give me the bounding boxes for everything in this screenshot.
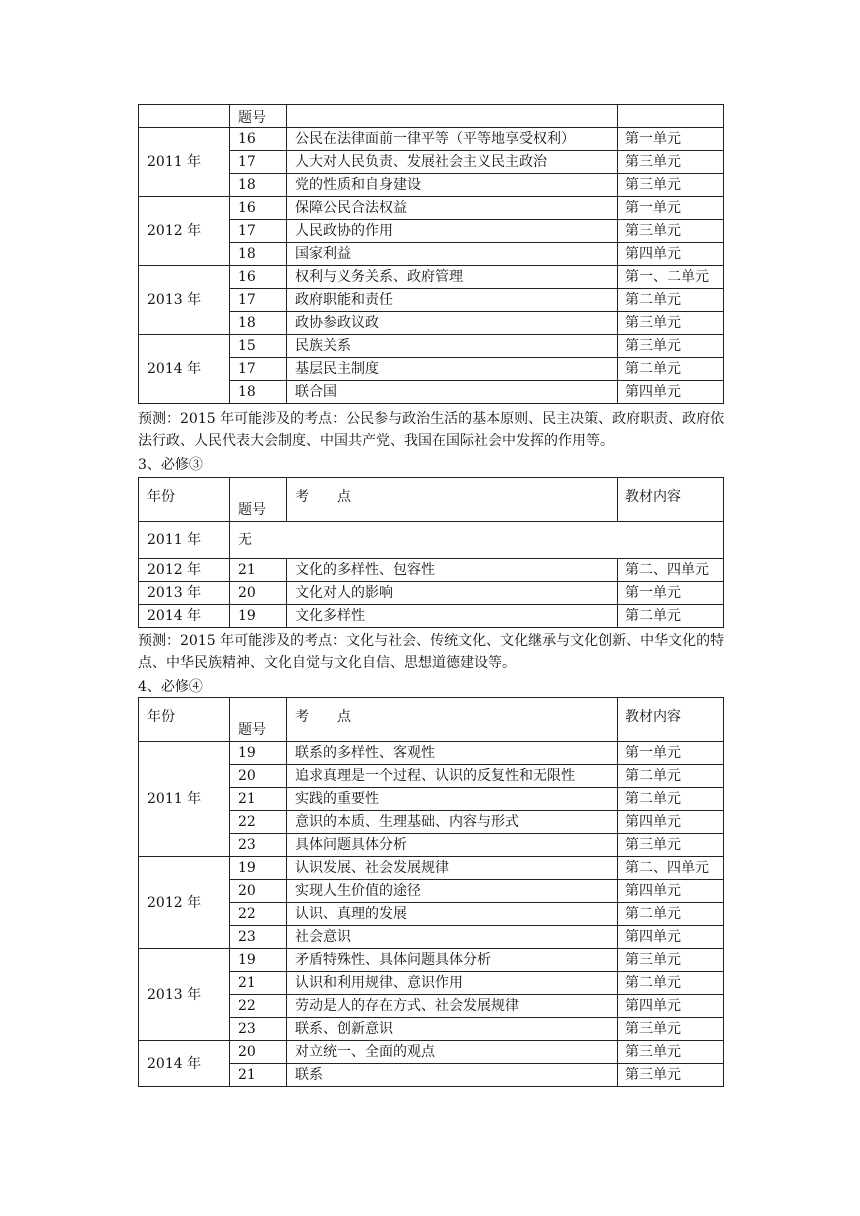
- textbook-unit: 第一、二单元: [618, 266, 724, 289]
- question-no: 21: [230, 1064, 287, 1087]
- exam-point: 人大对人民负责、发展社会主义民主政治: [287, 151, 618, 174]
- textbook-unit: 第三单元: [618, 949, 724, 972]
- question-no: 17: [230, 358, 287, 381]
- exam-point: 公民在法律面前一律平等（平等地享受权利）: [287, 128, 618, 151]
- table-header-row: [139, 698, 724, 742]
- textbook-unit: 第一单元: [618, 197, 724, 220]
- prediction-paragraph: 预测：2015 年可能涉及的考点：公民参与政治生活的基本原则、民主决策、政府职责、政府依法行政、人民代表大会制度、中国共产党、我国在国际社会中发挥的作用等。: [138, 411, 725, 449]
- textbook-unit: 第三单元: [618, 151, 724, 174]
- year-cell: 2014 年: [139, 605, 230, 628]
- exam-point: 人民政协的作用: [287, 220, 618, 243]
- question-no: 21: [230, 972, 287, 995]
- question-no: 20: [230, 582, 287, 605]
- question-no: 23: [230, 1018, 287, 1041]
- question-no: 17: [230, 151, 287, 174]
- year-cell: 2013 年: [139, 582, 230, 605]
- year-cell: 2012 年: [139, 559, 230, 582]
- textbook-unit: 第二单元: [618, 765, 724, 788]
- question-no: 19: [230, 857, 287, 880]
- textbook-unit: 第二单元: [618, 289, 724, 312]
- exam-point: 社会意识: [287, 926, 618, 949]
- header-year-cell: 年份: [139, 478, 230, 522]
- textbook-unit: 第三单元: [618, 1064, 724, 1087]
- question-no: 19: [230, 605, 287, 628]
- question-no: 16: [230, 197, 287, 220]
- question-no: 18: [230, 312, 287, 335]
- textbook-unit: 第四单元: [618, 811, 724, 834]
- exam-point: 文化的多样性、包容性: [287, 559, 618, 582]
- exam-point: 意识的本质、生理基础、内容与形式: [287, 811, 618, 834]
- textbook-unit: 第二、四单元: [618, 559, 724, 582]
- exam-point: 文化对人的影响: [287, 582, 618, 605]
- table-header-row: [139, 105, 724, 128]
- table-header-row: [139, 478, 724, 522]
- table-row: [139, 559, 724, 582]
- textbook-unit: 第一单元: [618, 742, 724, 765]
- question-no: 17: [230, 220, 287, 243]
- question-no: 15: [230, 335, 287, 358]
- no-question-cell: 无: [230, 522, 724, 559]
- exam-point: 联系: [287, 1064, 618, 1087]
- question-no: 18: [230, 174, 287, 197]
- exam-point: 实践的重要性: [287, 788, 618, 811]
- textbook-unit: 第二、四单元: [618, 857, 724, 880]
- year-cell: 2011 年: [139, 522, 230, 559]
- textbook-unit: 第三单元: [618, 335, 724, 358]
- table-row: [139, 949, 724, 972]
- year-cell: 2012 年: [139, 857, 230, 949]
- table-row: [139, 197, 724, 220]
- table-culture: [138, 477, 724, 628]
- question-no: 23: [230, 834, 287, 857]
- table-row: [139, 128, 724, 151]
- exam-point: 文化多样性: [287, 605, 618, 628]
- textbook-unit: 第二单元: [618, 903, 724, 926]
- table-philosophy: [138, 697, 724, 1087]
- header-unit-cell: [618, 105, 724, 128]
- header-point-cell: 考 点: [287, 478, 618, 522]
- header-no-cell: 题号: [230, 478, 287, 522]
- table-row: [139, 742, 724, 765]
- header-point-cell: 考 点: [287, 698, 618, 742]
- exam-point: 保障公民合法权益: [287, 197, 618, 220]
- textbook-unit: 第四单元: [618, 995, 724, 1018]
- textbook-unit: 第三单元: [618, 834, 724, 857]
- year-cell: 2014 年: [139, 335, 230, 404]
- question-no: 21: [230, 559, 287, 582]
- textbook-unit: 第二单元: [618, 358, 724, 381]
- question-no: 20: [230, 765, 287, 788]
- header-no-cell: 题号: [230, 698, 287, 742]
- question-no: 20: [230, 880, 287, 903]
- table-row: [139, 266, 724, 289]
- exam-point: 追求真理是一个过程、认识的反复性和无限性: [287, 765, 618, 788]
- exam-point: 民族关系: [287, 335, 618, 358]
- textbook-unit: 第三单元: [618, 312, 724, 335]
- header-no-cell: 题号: [230, 105, 287, 128]
- exam-point: 实现人生价值的途径: [287, 880, 618, 903]
- textbook-unit: 第二单元: [618, 605, 724, 628]
- year-cell: 2014 年: [139, 1041, 230, 1087]
- exam-point: 认识发展、社会发展规律: [287, 857, 618, 880]
- header-year-cell: 年份: [139, 698, 230, 742]
- exam-point: 政协参政议政: [287, 312, 618, 335]
- textbook-unit: 第三单元: [618, 174, 724, 197]
- exam-point: 政府职能和责任: [287, 289, 618, 312]
- question-no: 16: [230, 128, 287, 151]
- exam-point: 基层民主制度: [287, 358, 618, 381]
- exam-point: 认识、真理的发展: [287, 903, 618, 926]
- year-cell: 2012 年: [139, 197, 230, 266]
- year-cell: 2013 年: [139, 266, 230, 335]
- question-no: 20: [230, 1041, 287, 1064]
- exam-point: 矛盾特殊性、具体问题具体分析: [287, 949, 618, 972]
- exam-point: 党的性质和自身建设: [287, 174, 618, 197]
- year-cell: 2011 年: [139, 742, 230, 857]
- year-cell: 2013 年: [139, 949, 230, 1041]
- table-row: [139, 522, 724, 559]
- table-row: [139, 335, 724, 358]
- exam-point: 联合国: [287, 381, 618, 404]
- table-politics: [138, 104, 724, 404]
- textbook-unit: 第四单元: [618, 243, 724, 266]
- table-row: [139, 1041, 724, 1064]
- exam-point: 劳动是人的存在方式、社会发展规律: [287, 995, 618, 1018]
- textbook-unit: 第三单元: [618, 1041, 724, 1064]
- textbook-unit: 第四单元: [618, 381, 724, 404]
- question-no: 19: [230, 949, 287, 972]
- question-no: 19: [230, 742, 287, 765]
- question-no: 23: [230, 926, 287, 949]
- question-no: 22: [230, 995, 287, 1018]
- question-no: 17: [230, 289, 287, 312]
- question-no: 18: [230, 381, 287, 404]
- table-row: [139, 582, 724, 605]
- textbook-unit: 第三单元: [618, 1018, 724, 1041]
- table-row: [139, 857, 724, 880]
- header-unit-cell: 教材内容: [618, 478, 724, 522]
- prediction-paragraph: 预测：2015 年可能涉及的考点：文化与社会、传统文化、文化继承与文化创新、中华文化的特点、中华民族精神、文化自觉与文化自信、思想道德建设等。: [138, 633, 725, 671]
- exam-point: 认识和利用规律、意识作用: [287, 972, 618, 995]
- textbook-unit: 第一单元: [618, 128, 724, 151]
- question-no: 22: [230, 811, 287, 834]
- textbook-unit: 第四单元: [618, 880, 724, 903]
- question-no: 22: [230, 903, 287, 926]
- exam-point: 国家利益: [287, 243, 618, 266]
- exam-point: 具体问题具体分析: [287, 834, 618, 857]
- textbook-unit: 第一单元: [618, 582, 724, 605]
- year-cell: 2011 年: [139, 128, 230, 197]
- header-year-cell: [139, 105, 230, 128]
- question-no: 16: [230, 266, 287, 289]
- exam-point: 权利与义务关系、政府管理: [287, 266, 618, 289]
- section-title: 4、必修④: [138, 679, 203, 695]
- exam-point: 联系的多样性、客观性: [287, 742, 618, 765]
- textbook-unit: 第三单元: [618, 220, 724, 243]
- exam-point: 联系、创新意识: [287, 1018, 618, 1041]
- question-no: 21: [230, 788, 287, 811]
- table-row: [139, 605, 724, 628]
- header-unit-cell: 教材内容: [618, 698, 724, 742]
- section-title: 3、必修③: [138, 457, 203, 473]
- question-no: 18: [230, 243, 287, 266]
- textbook-unit: 第二单元: [618, 788, 724, 811]
- textbook-unit: 第二单元: [618, 972, 724, 995]
- exam-point: 对立统一、全面的观点: [287, 1041, 618, 1064]
- textbook-unit: 第四单元: [618, 926, 724, 949]
- header-point-cell: [287, 105, 618, 128]
